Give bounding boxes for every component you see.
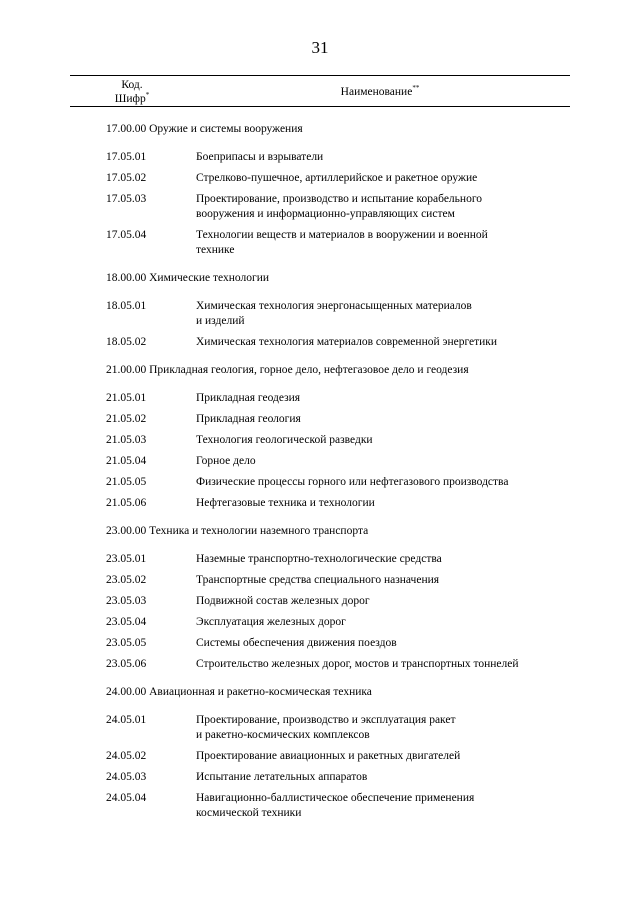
column-header-code-line2 xyxy=(82,92,182,106)
specialty-code: 21.05.01 xyxy=(106,392,147,404)
specialty-name: Боеприпасы и взрыватели xyxy=(196,151,324,163)
specialty-code: 17.05.04 xyxy=(106,229,147,241)
table-row xyxy=(70,171,570,186)
table-row xyxy=(70,791,570,821)
table-row xyxy=(70,636,570,651)
table-row xyxy=(70,713,570,743)
specialties-table xyxy=(70,122,570,834)
footnote-mark: ** xyxy=(412,84,420,93)
table-row xyxy=(70,615,570,630)
specialty-name: Проектирование, производство и эксплуатация ракет и ракетно-космических комплексов xyxy=(196,714,456,741)
table-row xyxy=(70,657,570,672)
table-row xyxy=(70,433,570,448)
specialty-code: 17.05.01 xyxy=(106,151,147,163)
table-row xyxy=(70,496,570,511)
specialty-name: Химическая технология материалов современной энергетики xyxy=(196,336,498,348)
specialty-code: 21.05.05 xyxy=(106,476,147,488)
specialty-code: 23.05.04 xyxy=(106,616,147,628)
specialty-code: 21.05.03 xyxy=(106,434,147,446)
specialty-name: Прикладная геодезия xyxy=(196,392,301,404)
column-header-code xyxy=(82,78,182,106)
specialty-code: 21.05.06 xyxy=(106,497,147,509)
section-title: 18.00.00 Химические технологии xyxy=(106,272,270,284)
specialty-name: Строительство железных дорог, мостов и транспортных тоннелей xyxy=(196,658,519,670)
table-row xyxy=(70,412,570,427)
section-title: 21.00.00 Прикладная геология, горное дело, нефтегазовое дело и геодезия xyxy=(106,364,469,376)
specialty-name: Технология геологической разведки xyxy=(196,434,373,446)
specialty-name: Прикладная геология xyxy=(196,413,301,425)
specialty-code: 23.05.05 xyxy=(106,637,147,649)
specialty-name: Подвижной состав железных дорог xyxy=(196,595,370,607)
specialty-code: 24.05.01 xyxy=(106,714,147,726)
table-row xyxy=(70,192,570,222)
table-row xyxy=(70,552,570,567)
table-row xyxy=(70,335,570,350)
table-row xyxy=(70,391,570,406)
footnote-mark: * xyxy=(145,91,150,100)
specialty-name: Испытание летательных аппаратов xyxy=(196,771,368,783)
column-header-name xyxy=(190,86,570,98)
column-header-code-text: Шифр xyxy=(114,93,146,105)
specialty-code: 24.05.03 xyxy=(106,771,147,783)
specialty-code: 21.05.04 xyxy=(106,455,147,467)
specialty-code: 21.05.02 xyxy=(106,413,147,425)
specialty-name: Физические процессы горного или нефтегазового производства xyxy=(196,476,509,488)
specialty-name: Системы обеспечения движения поездов xyxy=(196,637,397,649)
section-title: 23.00.00 Техника и технологии наземного транспорта xyxy=(106,525,369,537)
section-title: 17.00.00 Оружие и системы вооружения xyxy=(106,123,303,135)
table-row xyxy=(70,770,570,785)
specialty-name: Стрелково-пушечное, артиллерийское и ракетное оружие xyxy=(196,172,478,184)
specialty-name: Нефтегазовые техника и технологии xyxy=(196,497,375,509)
specialty-name: Проектирование авиационных и ракетных двигателей xyxy=(196,750,461,762)
page-number: 31 xyxy=(311,38,329,57)
specialty-code: 17.05.03 xyxy=(106,193,147,205)
specialty-code: 23.05.03 xyxy=(106,595,147,607)
table-row xyxy=(70,573,570,588)
table-row xyxy=(70,475,570,490)
specialty-name: Технологии веществ и материалов в вооружении и военной технике xyxy=(196,229,488,256)
table-row xyxy=(70,299,570,329)
table-row xyxy=(70,594,570,609)
table-row xyxy=(70,749,570,764)
section-title: 24.00.00 Авиационная и ракетно-космическая техника xyxy=(106,686,372,698)
table-row xyxy=(70,228,570,258)
table-row xyxy=(70,150,570,165)
specialty-code: 23.05.01 xyxy=(106,553,147,565)
table-header-bottom-rule xyxy=(70,106,570,107)
specialty-code: 24.05.02 xyxy=(106,750,147,762)
table-header-top-rule xyxy=(70,75,570,76)
specialty-name: Навигационно-баллистическое обеспечение применения космической техники xyxy=(196,792,475,819)
specialty-name: Химическая технология энергонасыщенных материалов и изделий xyxy=(196,300,472,327)
specialty-name: Наземные транспортно-технологические средства xyxy=(196,553,442,565)
specialty-name: Проектирование, производство и испытание корабельного вооружения и информационно-управляющих систем xyxy=(196,193,482,220)
specialty-code: 18.05.02 xyxy=(106,336,147,348)
column-header-code-line1: Код. xyxy=(121,79,143,91)
column-header-name-text: Наименование xyxy=(340,86,413,98)
specialty-code: 23.05.06 xyxy=(106,658,147,670)
specialty-code: 23.05.02 xyxy=(106,574,147,586)
specialty-code: 18.05.01 xyxy=(106,300,147,312)
specialty-code: 17.05.02 xyxy=(106,172,147,184)
specialty-name: Транспортные средства специального назначения xyxy=(196,574,440,586)
table-row xyxy=(70,454,570,469)
specialty-code: 24.05.04 xyxy=(106,792,147,804)
specialty-name: Эксплуатация железных дорог xyxy=(196,616,346,628)
specialty-name: Горное дело xyxy=(196,455,256,467)
